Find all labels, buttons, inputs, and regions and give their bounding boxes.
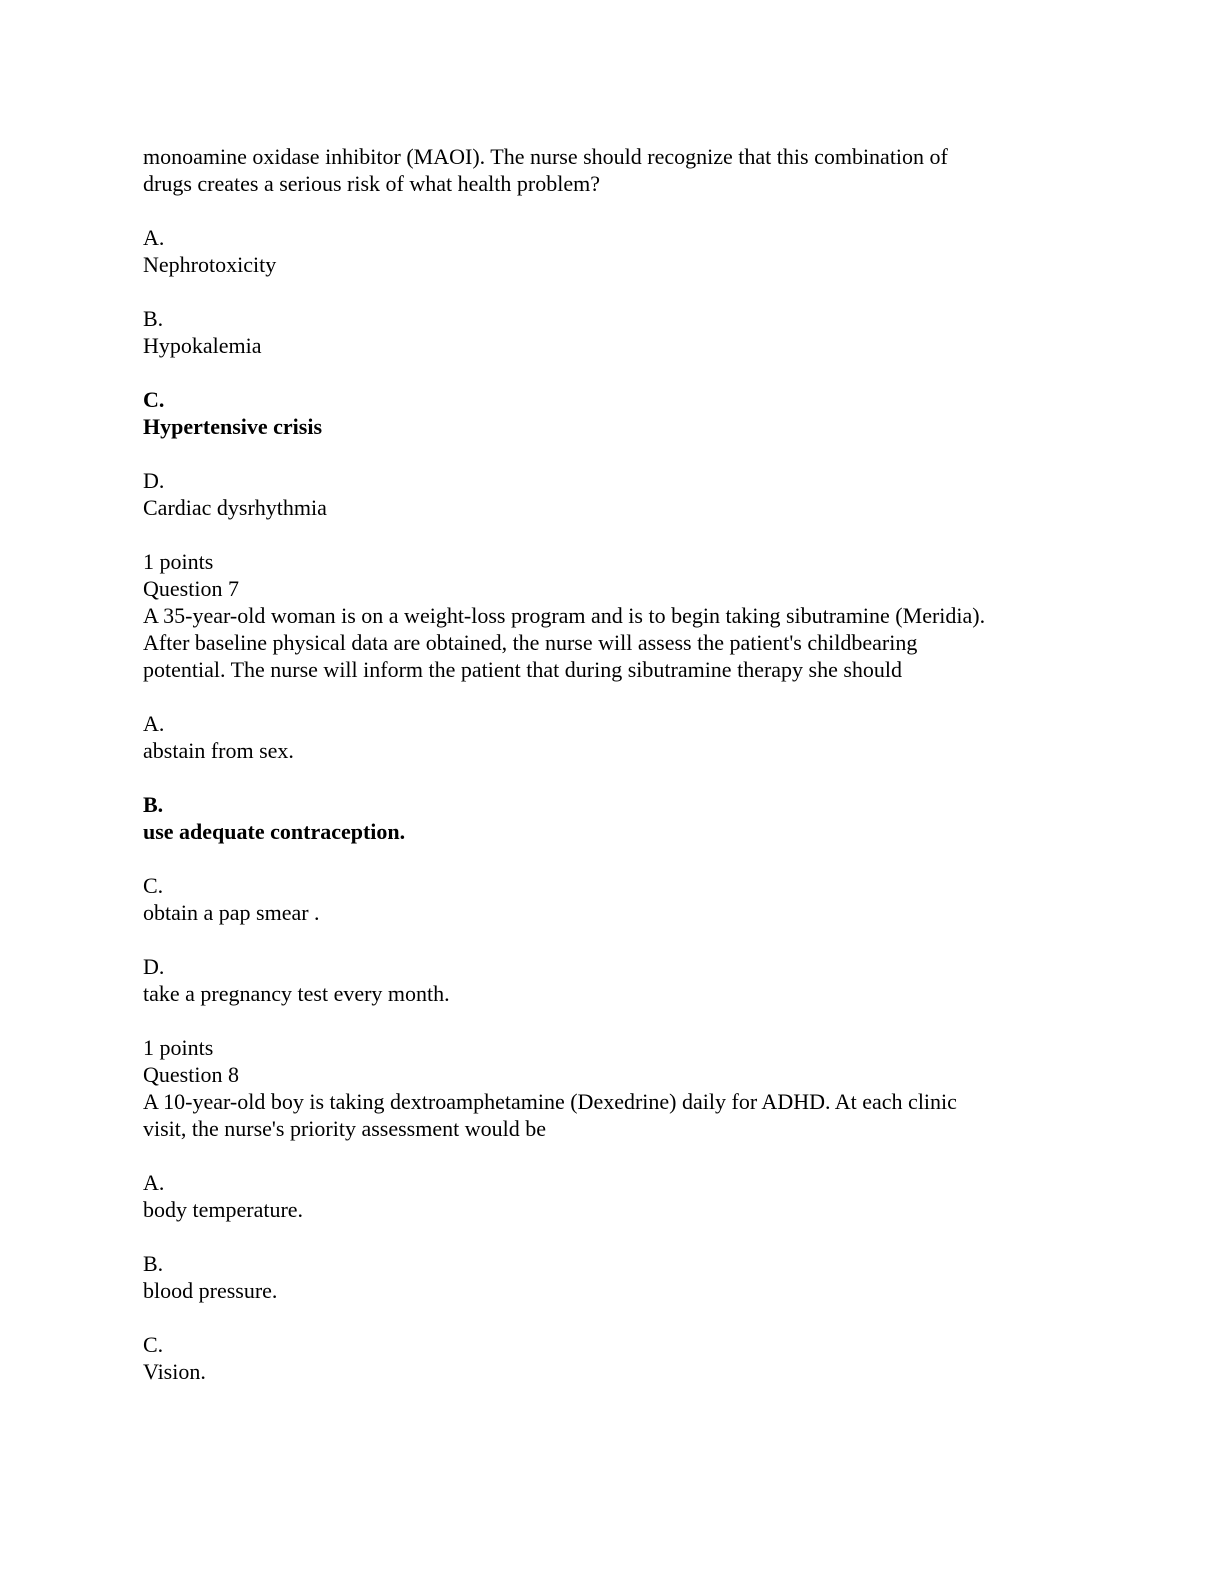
question-label: Question 8 xyxy=(143,1062,239,1087)
answer-option-a xyxy=(143,224,1073,278)
answer-option-c xyxy=(143,1331,1073,1385)
answer-option-b xyxy=(143,305,1073,359)
answer-option-d xyxy=(143,467,1073,521)
question-stem-line: potential. The nurse will inform the patient that during sibutramine therapy she should xyxy=(143,657,903,682)
question-stem-line: After baseline physical data are obtained, the nurse will assess the patient's childbearing xyxy=(143,630,918,655)
question-points: 1 points xyxy=(143,549,214,574)
question-stem-line: A 35-year-old woman is on a weight-loss program and is to begin taking sibutramine (Meridia). xyxy=(143,603,986,628)
option-letter: B. xyxy=(143,1251,164,1276)
question-stem-line: drugs creates a serious risk of what health problem? xyxy=(143,171,600,196)
option-letter: C. xyxy=(143,387,165,412)
option-text: Cardiac dysrhythmia xyxy=(143,495,327,520)
option-text: Hypokalemia xyxy=(143,333,262,358)
answer-option-a xyxy=(143,710,1073,764)
option-text: Hypertensive crisis xyxy=(143,414,323,439)
option-text: Nephrotoxicity xyxy=(143,252,277,277)
question-stem-line: visit, the nurse's priority assessment would be xyxy=(143,1116,546,1141)
question-points: 1 points xyxy=(143,1035,214,1060)
option-letter: C. xyxy=(143,1332,164,1357)
answer-option-a xyxy=(143,1169,1073,1223)
option-text: blood pressure. xyxy=(143,1278,278,1303)
question-stem-line: monoamine oxidase inhibitor (MAOI). The nurse should recognize that this combination of xyxy=(143,144,948,169)
option-letter: C. xyxy=(143,873,164,898)
question-8 xyxy=(143,1034,1073,1385)
option-letter: D. xyxy=(143,954,165,979)
option-letter: A. xyxy=(143,225,165,250)
question-stem-line: A 10-year-old boy is taking dextroamphetamine (Dexedrine) daily for ADHD. At each clinic xyxy=(143,1089,957,1114)
question-7 xyxy=(143,548,1073,1007)
option-text: obtain a pap smear . xyxy=(143,900,320,925)
option-letter: D. xyxy=(143,468,165,493)
option-text: abstain from sex. xyxy=(143,738,294,763)
option-letter: B. xyxy=(143,306,164,331)
document-page xyxy=(143,143,1073,1385)
answer-option-b xyxy=(143,1250,1073,1304)
answer-option-b-correct xyxy=(143,791,1073,845)
answer-option-c-correct xyxy=(143,386,1073,440)
question-label: Question 7 xyxy=(143,576,239,601)
option-text: take a pregnancy test every month. xyxy=(143,981,450,1006)
option-text: Vision. xyxy=(143,1359,206,1384)
option-letter: A. xyxy=(143,1170,165,1195)
question-6 xyxy=(143,143,1073,521)
option-letter: A. xyxy=(143,711,165,736)
option-letter: B. xyxy=(143,792,164,817)
answer-option-c xyxy=(143,872,1073,926)
option-text: body temperature. xyxy=(143,1197,304,1222)
option-text: use adequate contraception. xyxy=(143,819,406,844)
answer-option-d xyxy=(143,953,1073,1007)
